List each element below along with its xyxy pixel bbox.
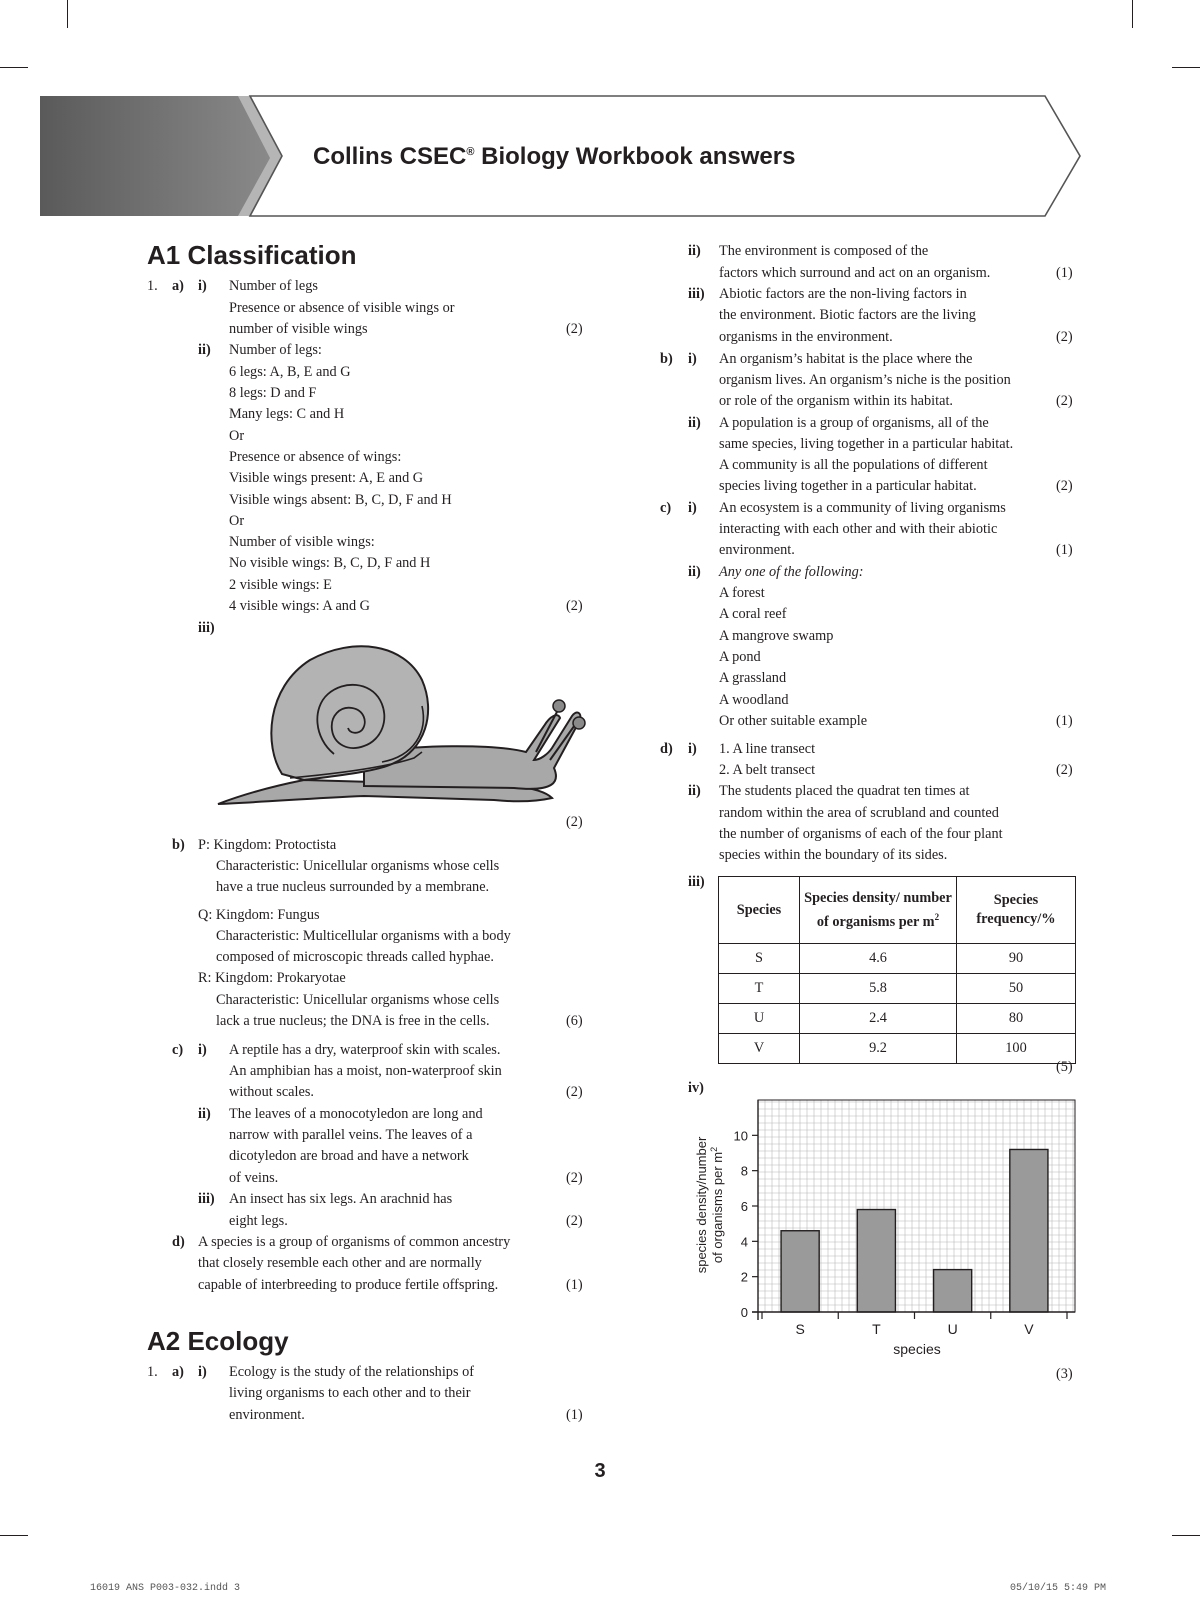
bar-T — [857, 1210, 895, 1312]
subpart-label: iii) — [198, 620, 215, 636]
table-row — [719, 1034, 1076, 1064]
y-tick-label: 8 — [740, 1163, 748, 1179]
answer-line: environment. — [229, 1407, 305, 1423]
crop-mark — [0, 67, 28, 68]
bar-U — [934, 1270, 972, 1312]
answer-line: Presence or absence of visible wings or — [229, 300, 455, 316]
answer-line: Or — [229, 513, 245, 529]
y-tick-label: 10 — [733, 1128, 748, 1144]
table-cell: S — [719, 944, 800, 974]
answer-line: Characteristic: Multicellular organisms with a body — [216, 928, 511, 944]
table-header: Species — [719, 877, 800, 944]
table-cell: 90 — [957, 944, 1076, 974]
subpart-label: ii) — [688, 783, 701, 799]
subpart-label: i) — [198, 1364, 207, 1380]
answer-line: An ecosystem is a community of living organisms — [719, 500, 1006, 516]
subpart-label: iv) — [688, 1080, 704, 1096]
mark-allocation: (2) — [566, 1213, 583, 1229]
subpart-label: i) — [688, 741, 697, 757]
answer-line: 8 legs: D and F — [229, 385, 317, 401]
answer-line: narrow with parallel veins. The leaves of a — [229, 1127, 473, 1143]
y-tick-label: 0 — [740, 1305, 748, 1320]
answer-line: or role of the organism within its habitat. — [719, 393, 954, 409]
print-slug-left: 16019 ANS P003-032.indd 3 — [90, 1583, 241, 1594]
answer-line: An insect has six legs. An arachnid has — [229, 1191, 453, 1207]
table-cell: 4.6 — [800, 944, 957, 974]
y-tick-label: 2 — [740, 1269, 748, 1285]
mark-allocation: (2) — [566, 598, 583, 614]
mark-allocation: (2) — [566, 1170, 583, 1186]
part-label: d) — [172, 1234, 185, 1250]
answer-line: Ecology is the study of the relationships of — [229, 1364, 474, 1380]
answer-line: 6 legs: A, B, E and G — [229, 364, 351, 380]
print-slug-right: 05/10/15 5:49 PM — [1010, 1583, 1107, 1594]
question-number: 1. — [147, 278, 158, 294]
table-header: Species frequency/% — [957, 877, 1076, 944]
answer-line: Or other suitable example — [719, 713, 868, 729]
answer-line: A species is a group of organisms of common ancestry — [198, 1234, 511, 1250]
subpart-label: i) — [688, 500, 697, 516]
mark-allocation: (1) — [566, 1407, 583, 1423]
part-label: c) — [660, 500, 672, 516]
snail-drawing — [214, 636, 594, 812]
answer-line: that closely resemble each other and are normally — [198, 1255, 482, 1271]
answer-line: random within the area of scrubland and counted — [719, 805, 999, 821]
answer-line: Many legs: C and H — [229, 406, 345, 422]
mark-allocation: (2) — [1056, 329, 1073, 345]
table-cell: U — [719, 1004, 800, 1034]
table-row — [719, 974, 1076, 1004]
subpart-label: i) — [198, 1042, 207, 1058]
section-heading-a2: A2 Ecology — [147, 1326, 289, 1356]
mark-allocation: (1) — [1056, 713, 1073, 729]
y-tick-label: 6 — [740, 1199, 748, 1214]
answer-line: eight legs. — [229, 1213, 288, 1229]
species-table — [718, 876, 1076, 1064]
answer-line: Number of legs: — [229, 342, 322, 358]
subpart-label: iii) — [198, 1191, 215, 1207]
answer-line: organisms in the environment. — [719, 329, 893, 345]
answer-line: A population is a group of organisms, all of the — [719, 415, 989, 431]
bar-S — [781, 1231, 819, 1312]
answer-line: Q: Kingdom: Fungus — [198, 907, 320, 923]
subpart-label: iii) — [688, 286, 705, 302]
y-axis-label: species density/number — [694, 1136, 709, 1274]
bar-V — [1010, 1149, 1048, 1312]
part-label: d) — [660, 741, 673, 757]
answer-line: the environment. Biotic factors are the living — [719, 307, 976, 323]
answer-line: have a true nucleus surrounded by a membrane. — [216, 879, 490, 895]
answer-line: Presence or absence of wings: — [229, 449, 402, 465]
answer-line: species within the boundary of its sides. — [719, 847, 948, 863]
table-cell: 80 — [957, 1004, 1076, 1034]
subpart-label: ii) — [198, 1106, 211, 1122]
species-density-chart — [680, 1090, 1080, 1360]
table-cell: T — [719, 974, 800, 1004]
subpart-label: ii) — [688, 564, 701, 580]
mark-allocation: (2) — [566, 814, 583, 830]
part-label: c) — [172, 1042, 184, 1058]
table-cell: 2.4 — [800, 1004, 957, 1034]
subpart-label: ii) — [688, 415, 701, 431]
part-label: a) — [172, 278, 184, 294]
crop-mark — [1132, 0, 1133, 28]
section-heading-a1: A1 Classification — [147, 240, 357, 270]
subpart-label: i) — [688, 351, 697, 367]
subpart-label: iii) — [688, 874, 705, 890]
answer-line: living organisms to each other and to their — [229, 1385, 471, 1401]
page-number: 3 — [594, 1460, 606, 1482]
answer-line: Abiotic factors are the non-living factors in — [719, 286, 967, 302]
mark-allocation: (2) — [566, 321, 583, 337]
table-row — [719, 1004, 1076, 1034]
mark-allocation: (2) — [1056, 762, 1073, 778]
answer-line: The environment is composed of the — [719, 243, 929, 259]
answer-line: A reptile has a dry, waterproof skin with scales. — [229, 1042, 501, 1058]
table-cell: 5.8 — [800, 974, 957, 1004]
answer-line: dicotyledon are broad and have a network — [229, 1148, 469, 1164]
x-tick-label: T — [872, 1321, 881, 1337]
mark-allocation: (5) — [1056, 1059, 1073, 1075]
answer-line: environment. — [719, 542, 795, 558]
answer-line: R: Kingdom: Prokaryotae — [198, 970, 346, 986]
answer-line: A community is all the populations of different — [719, 457, 988, 473]
mark-allocation: (2) — [1056, 393, 1073, 409]
crop-mark — [1172, 67, 1200, 68]
answer-line: The leaves of a monocotyledon are long and — [229, 1106, 483, 1122]
answer-line: Number of legs — [229, 278, 318, 294]
mark-allocation: (2) — [1056, 478, 1073, 494]
answer-line: Visible wings absent: B, C, D, F and H — [229, 492, 452, 508]
answer-line: A forest — [719, 585, 765, 601]
y-axis-label: of organisms per $m^2$ — [709, 1146, 725, 1264]
table-cell: 9.2 — [800, 1034, 957, 1064]
answer-line: of veins. — [229, 1170, 279, 1186]
table-cell: V — [719, 1034, 800, 1064]
y-tick-label: 4 — [740, 1234, 748, 1250]
answer-line: number of visible wings — [229, 321, 368, 337]
answer-line: A mangrove swamp — [719, 628, 834, 644]
answer-intro: Any one of the following: — [719, 564, 864, 580]
answer-line: A coral reef — [719, 606, 787, 622]
subpart-label: i) — [198, 278, 207, 294]
table-cell: 50 — [957, 974, 1076, 1004]
answer-line: organism lives. An organism’s niche is the position — [719, 372, 1011, 388]
answer-line: species living together in a particular habitat. — [719, 478, 977, 494]
x-tick-label: U — [947, 1321, 958, 1337]
answer-line: Visible wings present: A, E and G — [229, 470, 424, 486]
answer-line: An organism’s habitat is the place where the — [719, 351, 973, 367]
answer-line: composed of microscopic threads called hyphae. — [216, 949, 494, 965]
answer-line: An amphibian has a moist, non-waterproof skin — [229, 1063, 502, 1079]
x-axis-label: species — [893, 1341, 941, 1357]
answer-line: No visible wings: B, C, D, F and H — [229, 555, 431, 571]
part-label: b) — [660, 351, 673, 367]
crop-mark — [1172, 1535, 1200, 1536]
answer-line: A woodland — [719, 692, 789, 708]
question-number: 1. — [147, 1364, 158, 1380]
mark-allocation: (1) — [1056, 542, 1073, 558]
answer-line: 1. A line transect — [719, 741, 816, 757]
mark-allocation: (1) — [566, 1277, 583, 1293]
answer-line: 4 visible wings: A and G — [229, 598, 370, 614]
mark-allocation: (6) — [566, 1013, 583, 1029]
answer-line: same species, living together in a particular habitat. — [719, 436, 1014, 452]
answer-line: lack a true nucleus; the DNA is free in the cells. — [216, 1013, 490, 1029]
subpart-label: ii) — [198, 342, 211, 358]
mark-allocation: (1) — [1056, 265, 1073, 281]
answer-line: P: Kingdom: Protoctista — [198, 837, 337, 853]
table-row — [719, 944, 1076, 974]
answer-line: the number of organisms of each of the four plant — [719, 826, 1003, 842]
answer-line: factors which surround and act on an organism. — [719, 265, 991, 281]
answer-line: The students placed the quadrat ten times at — [719, 783, 970, 799]
table-cell: 100 — [957, 1034, 1076, 1064]
answer-line: 2. A belt transect — [719, 762, 816, 778]
subpart-label: ii) — [688, 243, 701, 259]
mark-allocation: (3) — [1056, 1366, 1073, 1382]
answer-line: interacting with each other and with their abiotic — [719, 521, 998, 537]
answer-line: Characteristic: Unicellular organisms whose cells — [216, 858, 500, 874]
answer-line: capable of interbreeding to produce fertile offspring. — [198, 1277, 499, 1293]
crop-mark — [67, 0, 68, 28]
answer-line: 2 visible wings: E — [229, 577, 332, 593]
answer-line: Or — [229, 428, 245, 444]
mark-allocation: (2) — [566, 1084, 583, 1100]
crop-mark — [0, 1535, 28, 1536]
part-label: a) — [172, 1364, 184, 1380]
x-tick-label: V — [1024, 1321, 1034, 1337]
part-label: b) — [172, 837, 185, 853]
answer-line: Characteristic: Unicellular organisms whose cells — [216, 992, 500, 1008]
x-tick-label: S — [795, 1321, 805, 1337]
table-header: Species density/ number of organisms per $m^2$ — [800, 877, 957, 944]
page-title: Collins CSEC® Biology Workbook answers — [313, 143, 796, 170]
answer-line: Number of visible wings: — [229, 534, 375, 550]
answer-line: A grassland — [719, 670, 787, 686]
answer-line: A pond — [719, 649, 761, 665]
answer-line: without scales. — [229, 1084, 314, 1100]
